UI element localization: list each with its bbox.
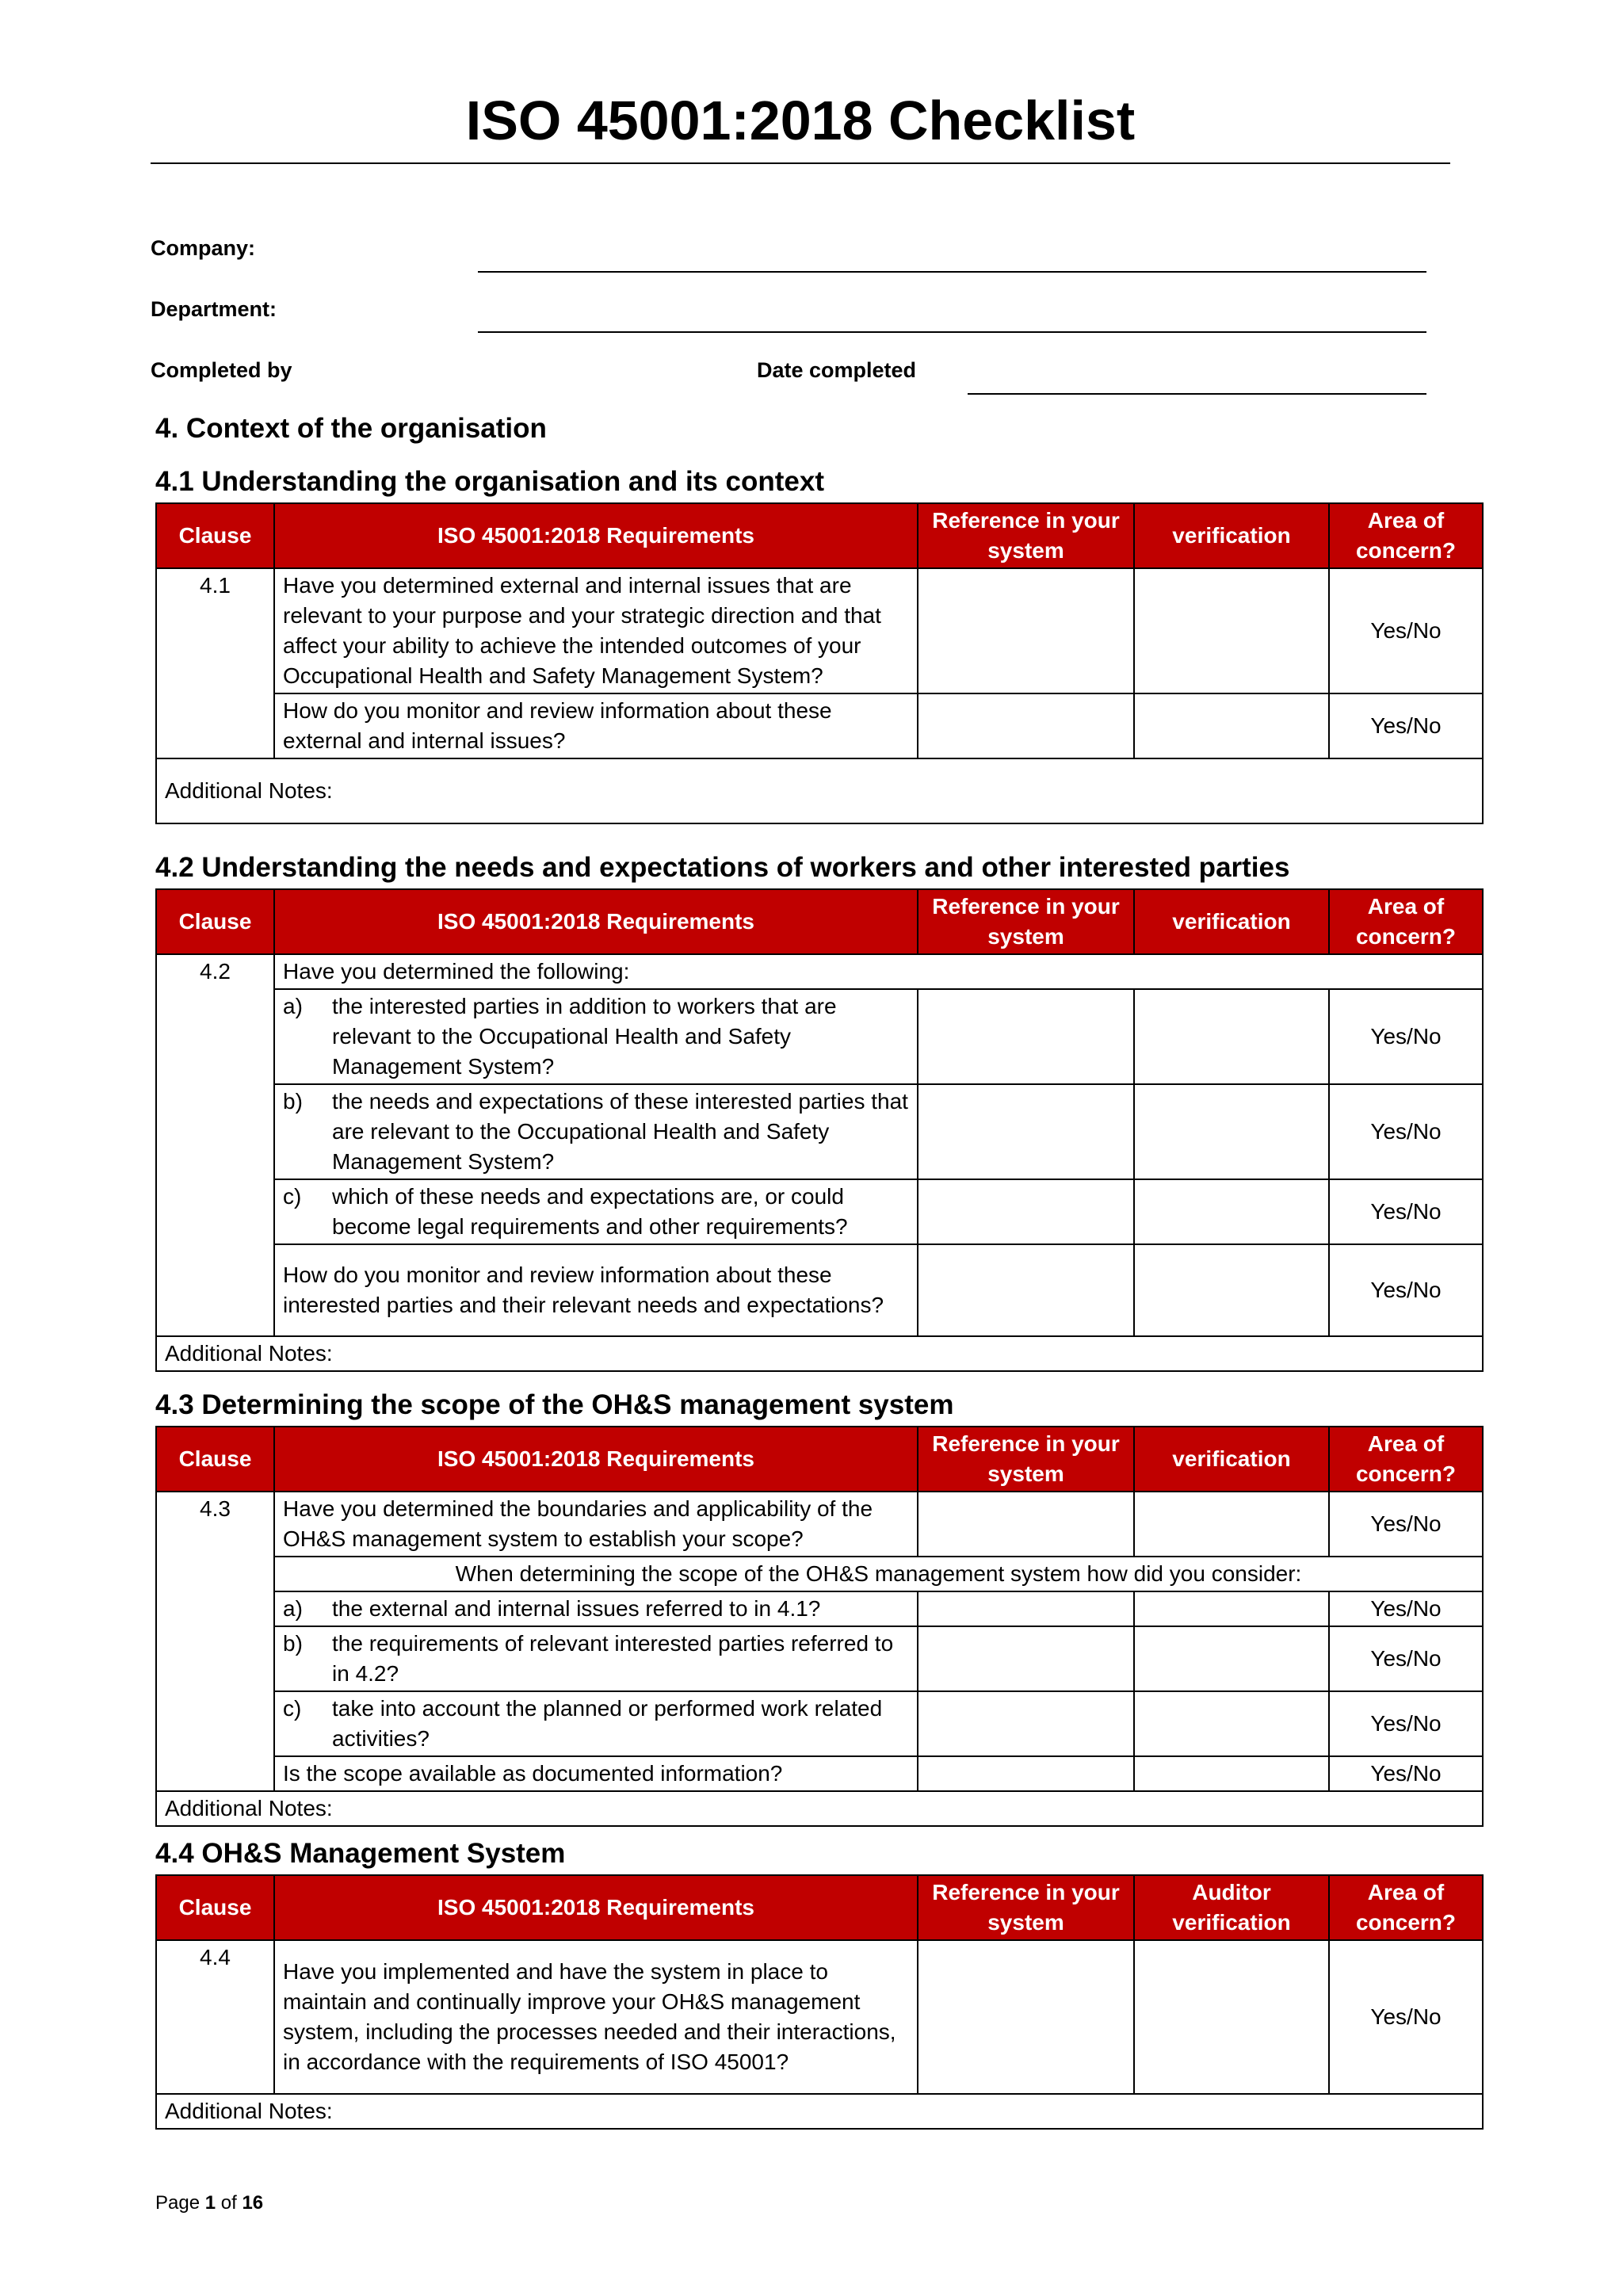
verification-cell[interactable] bbox=[1134, 568, 1329, 693]
clause-number: 4.1 bbox=[156, 568, 274, 758]
page-footer bbox=[155, 2192, 263, 2214]
answer-yes-no[interactable]: Yes/No bbox=[1329, 1084, 1483, 1179]
verification-cell[interactable] bbox=[1134, 1691, 1329, 1756]
header-verification: verification bbox=[1134, 1427, 1329, 1492]
page-total: 16 bbox=[242, 2192, 264, 2214]
header-requirements: ISO 45001:2018 Requirements bbox=[274, 1427, 918, 1492]
header-area-of-concern: Area of concern? bbox=[1329, 1875, 1483, 1940]
answer-yes-no[interactable]: Yes/No bbox=[1329, 568, 1483, 693]
header-reference: Reference in your system bbox=[918, 889, 1134, 954]
title-divider bbox=[151, 162, 1450, 164]
requirement-text: Have you determined external and internal issues that are relevant to your purpose and your strategic direction and that affect your ability to achieve the intended outcomes of your Occupational Health and Safety Management System? bbox=[274, 568, 918, 693]
reference-cell[interactable] bbox=[918, 1591, 1134, 1626]
reference-cell[interactable] bbox=[918, 989, 1134, 1084]
department-field[interactable] bbox=[478, 331, 1426, 333]
item-letter: b) bbox=[283, 1089, 303, 1114]
reference-cell[interactable] bbox=[918, 1492, 1134, 1557]
reference-cell[interactable] bbox=[918, 1244, 1134, 1336]
reference-cell[interactable] bbox=[918, 1179, 1134, 1244]
item-text: the interested parties in addition to workers that are relevant to the Occupational Health and Safety Management System? bbox=[332, 994, 837, 1079]
verification-cell[interactable] bbox=[1134, 989, 1329, 1084]
company-label: Company: bbox=[151, 236, 256, 260]
requirement-item bbox=[274, 1591, 918, 1626]
header-reference: Reference in your system bbox=[918, 1875, 1134, 1940]
clause-number: 4.2 bbox=[156, 954, 274, 1336]
item-letter: a) bbox=[283, 994, 303, 1018]
header-verification: verification bbox=[1134, 889, 1329, 954]
page-number: 1 bbox=[204, 2192, 216, 2214]
item-letter: c) bbox=[283, 1184, 302, 1209]
answer-yes-no[interactable]: Yes/No bbox=[1329, 1492, 1483, 1557]
additional-notes[interactable]: Additional Notes: bbox=[156, 1336, 1483, 1371]
section-title: 4. Context of the organisation bbox=[155, 413, 547, 444]
table-4-3 bbox=[155, 1426, 1484, 1827]
header-clause: Clause bbox=[156, 1875, 274, 1940]
requirement-item bbox=[274, 1626, 918, 1691]
reference-cell[interactable] bbox=[918, 1756, 1134, 1791]
verification-cell[interactable] bbox=[1134, 1084, 1329, 1179]
reference-cell[interactable] bbox=[918, 1626, 1134, 1691]
header-clause: Clause bbox=[156, 503, 274, 568]
requirement-intro: Have you determined the following: bbox=[274, 954, 1483, 989]
header-area-of-concern: Area of concern? bbox=[1329, 889, 1483, 954]
of-word: of bbox=[220, 2192, 237, 2214]
answer-yes-no[interactable]: Yes/No bbox=[1329, 1691, 1483, 1756]
reference-cell[interactable] bbox=[918, 568, 1134, 693]
answer-yes-no[interactable]: Yes/No bbox=[1329, 1756, 1483, 1791]
item-text: which of these needs and expectations are, or could become legal requirements and other requirements? bbox=[332, 1184, 848, 1239]
item-text: take into account the planned or performed work related activities? bbox=[332, 1696, 883, 1751]
item-letter: b) bbox=[283, 1631, 303, 1656]
verification-cell[interactable] bbox=[1134, 693, 1329, 758]
requirement-text: How do you monitor and review information about these external and internal issues? bbox=[274, 693, 918, 758]
section-4-1-heading: 4.1 Understanding the organisation and its context bbox=[155, 466, 824, 497]
clause-number: 4.4 bbox=[156, 1940, 274, 2094]
reference-cell[interactable] bbox=[918, 693, 1134, 758]
verification-cell[interactable] bbox=[1134, 1626, 1329, 1691]
clause-number: 4.3 bbox=[156, 1492, 274, 1791]
item-letter: c) bbox=[283, 1696, 302, 1721]
item-text: the requirements of relevant interested parties referred to in 4.2? bbox=[332, 1631, 894, 1686]
additional-notes[interactable]: Additional Notes: bbox=[156, 2094, 1483, 2129]
requirement-item bbox=[274, 1691, 918, 1756]
header-area-of-concern: Area of concern? bbox=[1329, 1427, 1483, 1492]
header-requirements: ISO 45001:2018 Requirements bbox=[274, 503, 918, 568]
header-clause: Clause bbox=[156, 889, 274, 954]
date-completed-label: Date completed bbox=[757, 358, 917, 382]
verification-cell[interactable] bbox=[1134, 1756, 1329, 1791]
reference-cell[interactable] bbox=[918, 1940, 1134, 2094]
requirement-text: Have you implemented and have the system in place to maintain and continually improve your OH&S management system, including the processes needed and their interactions, in accordance with the requirements of ISO 45001? bbox=[274, 1940, 918, 2094]
requirement-item bbox=[274, 1084, 918, 1179]
table-4-4 bbox=[155, 1874, 1484, 2130]
answer-yes-no[interactable]: Yes/No bbox=[1329, 989, 1483, 1084]
header-verification: verification bbox=[1134, 503, 1329, 568]
verification-cell[interactable] bbox=[1134, 1591, 1329, 1626]
table-4-1 bbox=[155, 502, 1484, 824]
requirement-text: Is the scope available as documented information? bbox=[274, 1756, 918, 1791]
header-requirements: ISO 45001:2018 Requirements bbox=[274, 1875, 918, 1940]
table-4-2 bbox=[155, 888, 1484, 1372]
item-letter: a) bbox=[283, 1596, 303, 1621]
header-reference: Reference in your system bbox=[918, 1427, 1134, 1492]
section-4-3-heading: 4.3 Determining the scope of the OH&S management system bbox=[155, 1389, 954, 1420]
requirement-item bbox=[274, 989, 918, 1084]
answer-yes-no[interactable]: Yes/No bbox=[1329, 1244, 1483, 1336]
header-auditor-verification: Auditor verification bbox=[1134, 1875, 1329, 1940]
verification-cell[interactable] bbox=[1134, 1940, 1329, 2094]
requirement-item bbox=[274, 1179, 918, 1244]
page-title: ISO 45001:2018 Checklist bbox=[465, 90, 1136, 151]
requirement-text: Have you determined the boundaries and applicability of the OH&S management system to establish your scope? bbox=[274, 1492, 918, 1557]
verification-cell[interactable] bbox=[1134, 1244, 1329, 1336]
header-clause: Clause bbox=[156, 1427, 274, 1492]
answer-yes-no[interactable]: Yes/No bbox=[1329, 1626, 1483, 1691]
answer-yes-no[interactable]: Yes/No bbox=[1329, 1591, 1483, 1626]
verification-cell[interactable] bbox=[1134, 1179, 1329, 1244]
scope-consideration-intro: When determining the scope of the OH&S management system how did you consider: bbox=[274, 1557, 1483, 1591]
company-field[interactable] bbox=[478, 271, 1426, 273]
header-reference: Reference in your system bbox=[918, 503, 1134, 568]
header-area-of-concern: Area of concern? bbox=[1329, 503, 1483, 568]
additional-notes[interactable]: Additional Notes: bbox=[156, 1791, 1483, 1826]
section-4-2-heading: 4.2 Understanding the needs and expectations of workers and other interested parties bbox=[155, 852, 1290, 883]
header-requirements: ISO 45001:2018 Requirements bbox=[274, 889, 918, 954]
requirement-text: How do you monitor and review information about these interested parties and their relevant needs and expectations? bbox=[274, 1244, 918, 1336]
section-4-4-heading: 4.4 OH&S Management System bbox=[155, 1838, 566, 1869]
additional-notes[interactable]: Additional Notes: bbox=[156, 758, 1483, 823]
answer-yes-no[interactable]: Yes/No bbox=[1329, 1940, 1483, 2094]
reference-cell[interactable] bbox=[918, 1691, 1134, 1756]
date-completed-field[interactable] bbox=[968, 393, 1426, 395]
reference-cell[interactable] bbox=[918, 1084, 1134, 1179]
page-word: Page bbox=[155, 2192, 200, 2214]
completed-by-label: Completed by bbox=[151, 358, 292, 382]
verification-cell[interactable] bbox=[1134, 1492, 1329, 1557]
department-label: Department: bbox=[151, 297, 277, 321]
item-text: the needs and expectations of these interested parties that are relevant to the Occupational Health and Safety Management System? bbox=[332, 1089, 908, 1174]
answer-yes-no[interactable]: Yes/No bbox=[1329, 1179, 1483, 1244]
item-text: the external and internal issues referred to in 4.1? bbox=[332, 1596, 821, 1621]
answer-yes-no[interactable]: Yes/No bbox=[1329, 693, 1483, 758]
